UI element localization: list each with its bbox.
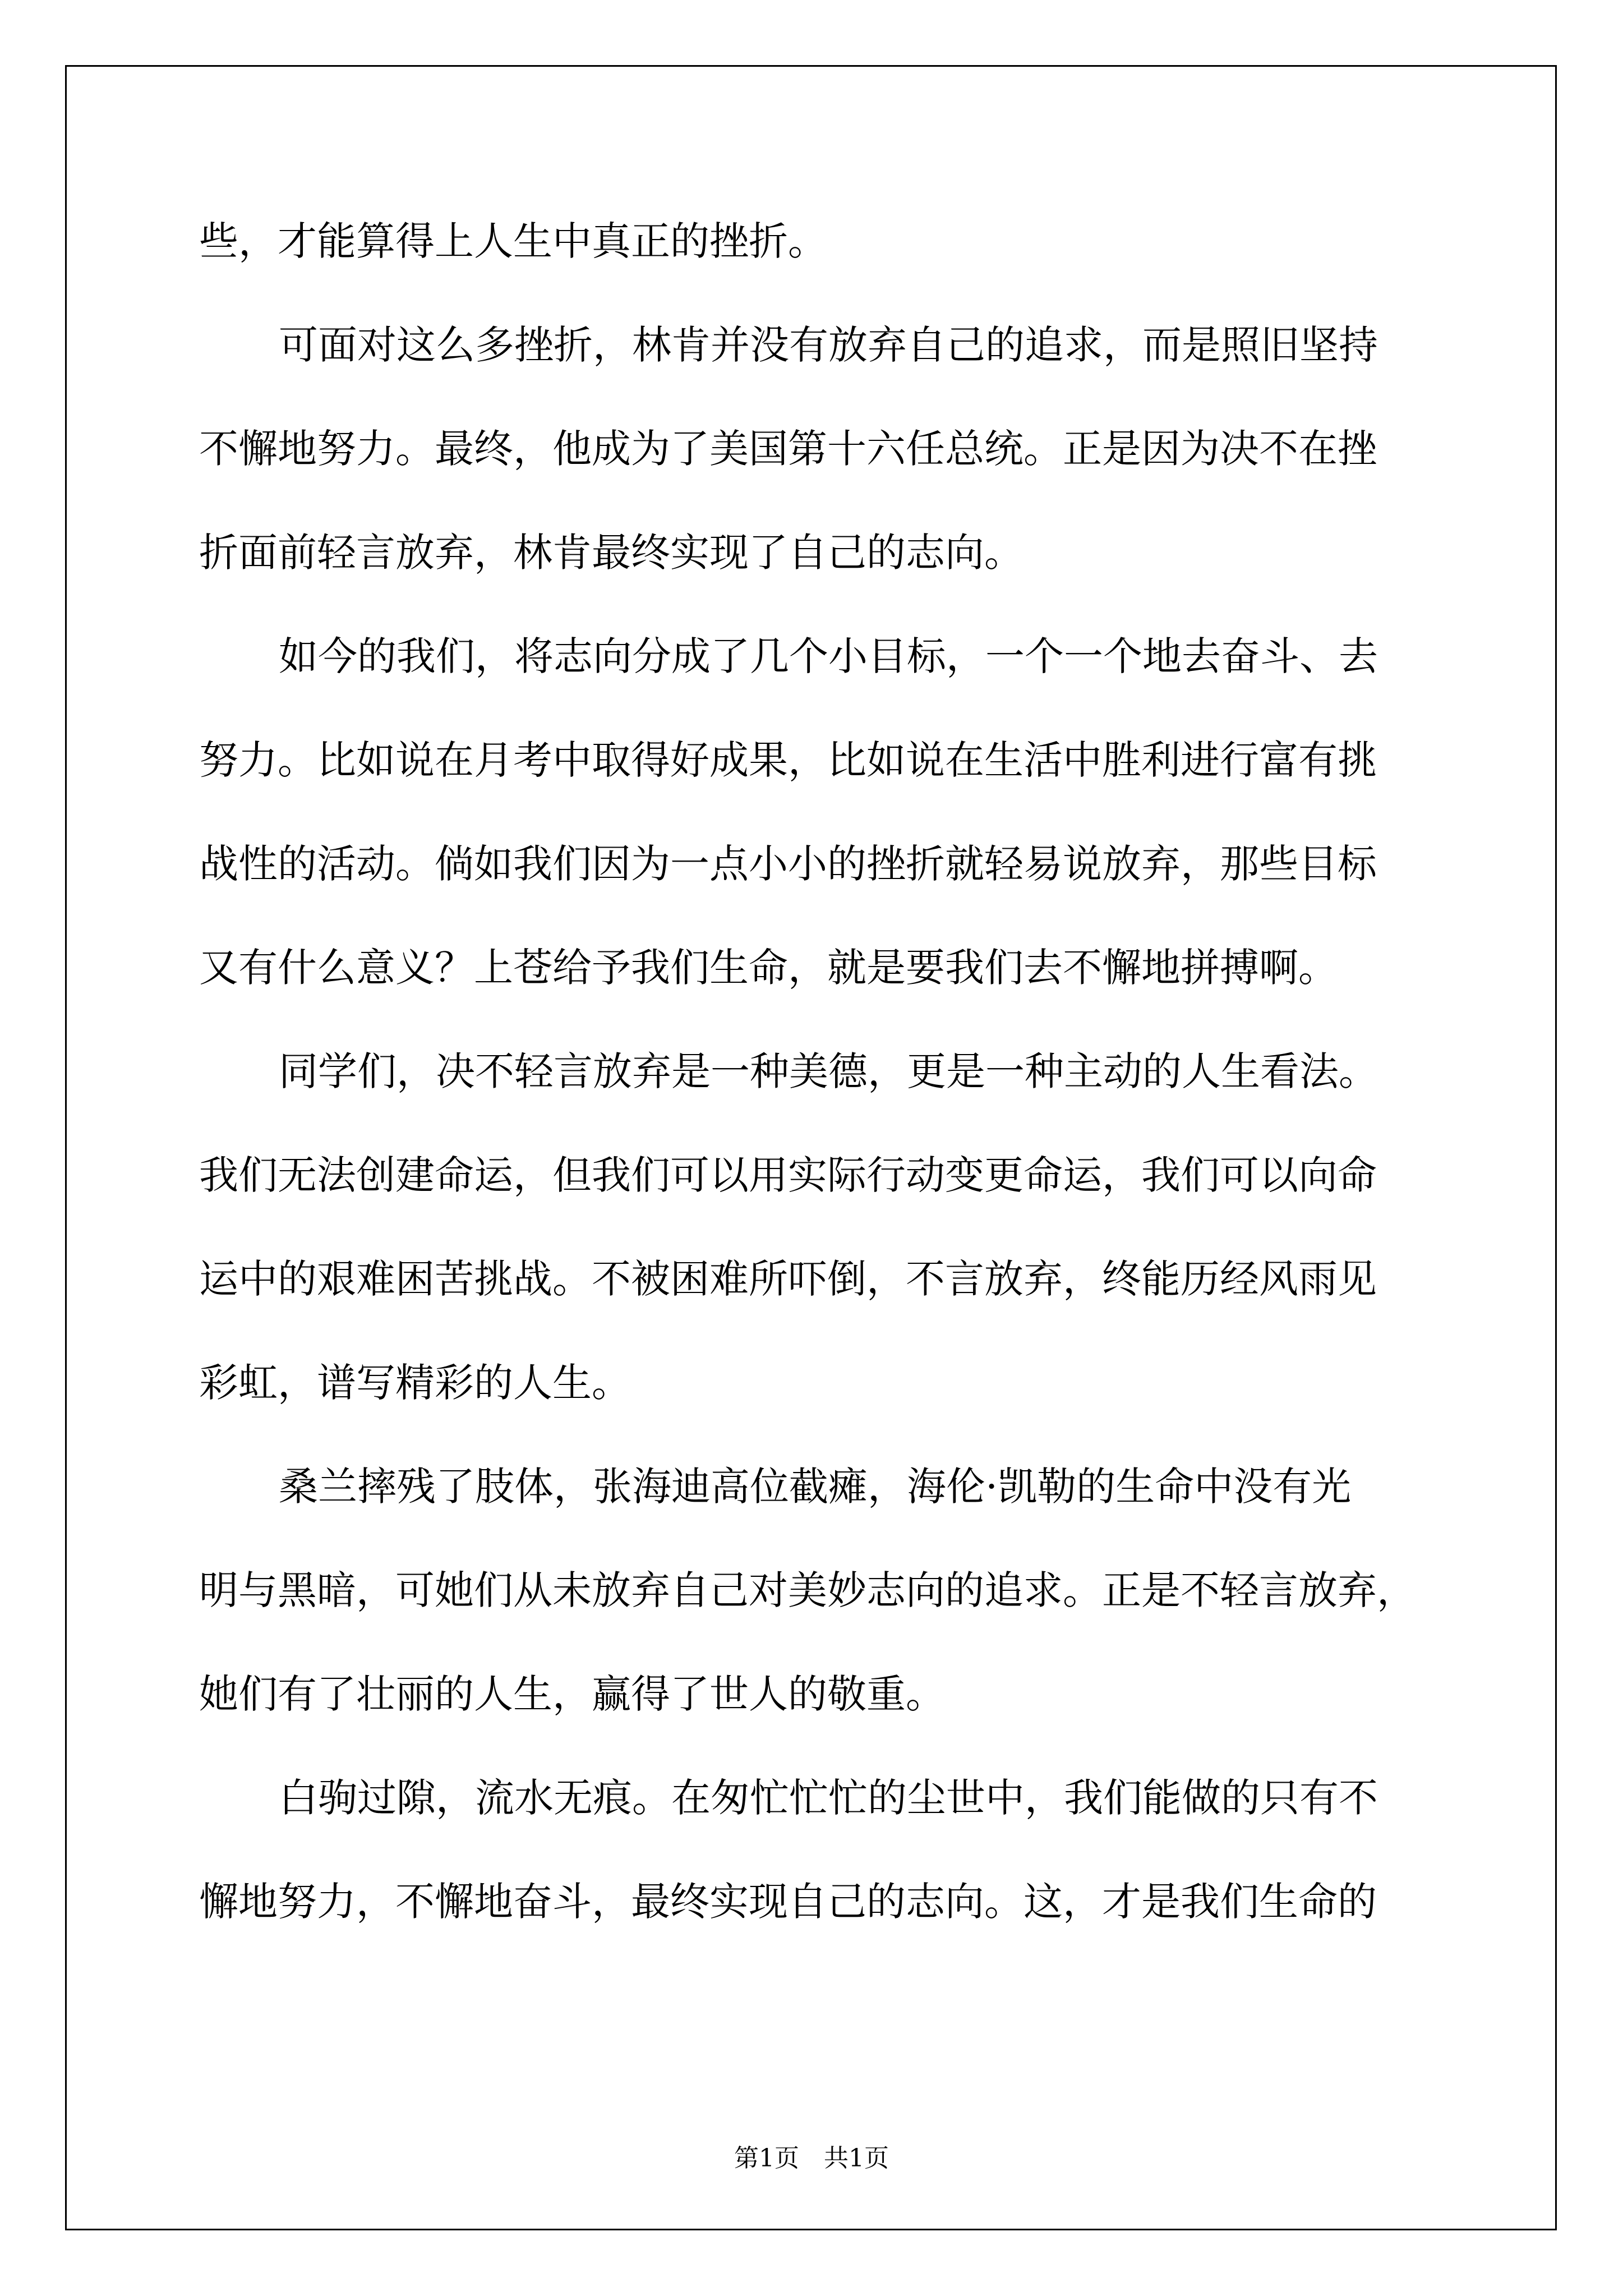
text-line: 不懈地努力。最终，他成为了美国第十六任总统。正是因为决不在挫 xyxy=(199,426,1377,472)
text-line: 懈地努力，不懈地奋斗，最终实现自己的志向。这，才是我们生命的 xyxy=(199,1879,1377,1925)
text-line: 可面对这么多挫折，林肯并没有放弃自己的追求，而是照旧坚持 xyxy=(279,322,1378,368)
text-line: 白驹过隙，流水无痕。在匆忙忙忙的尘世中，我们能做的只有不 xyxy=(279,1775,1378,1821)
text-line: 运中的艰难困苦挑战。不被困难所吓倒，不言放弃，终能历经风雨见 xyxy=(199,1256,1377,1302)
text-line: 如今的我们，将志向分成了几个小目标，一个一个地去奋斗、去 xyxy=(279,633,1378,679)
page-number: 第1页 xyxy=(734,2144,799,2173)
text-line: 又有什么意义？上苍给予我们生命，就是要我们去不懈地拼搏啊。 xyxy=(199,945,1338,991)
text-line: 努力。比如说在月考中取得好成果，比如说在生活中胜利进行富有挑 xyxy=(199,737,1377,783)
page-footer xyxy=(0,2142,1623,2175)
text-line: 些，才能算得上人生中真正的挫折。 xyxy=(199,218,827,264)
text-line: 彩虹，谱写精彩的人生。 xyxy=(199,1360,631,1406)
text-line: 折面前轻言放弃，林肯最终实现了自己的志向。 xyxy=(199,530,1023,576)
text-line: 同学们，决不轻言放弃是一种美德，更是一种主动的人生看法。 xyxy=(279,1048,1378,1094)
text-line: 她们有了壮丽的人生，赢得了世人的敬重。 xyxy=(199,1671,945,1717)
text-line: 明与黑暗，可她们从未放弃自己对美妙志向的追求。正是不轻言放弃， xyxy=(199,1567,1416,1613)
text-line: 我们无法创建命运，但我们可以用实际行动变更命运，我们可以向命 xyxy=(199,1152,1377,1198)
page-total: 共1页 xyxy=(824,2144,889,2173)
text-line: 战性的活动。倘如我们因为一点小小的挫折就轻易说放弃，那些目标 xyxy=(199,841,1377,887)
text-line: 桑兰摔残了肢体，张海迪高位截瘫，海伦·凯勒的生命中没有光 xyxy=(279,1464,1352,1510)
